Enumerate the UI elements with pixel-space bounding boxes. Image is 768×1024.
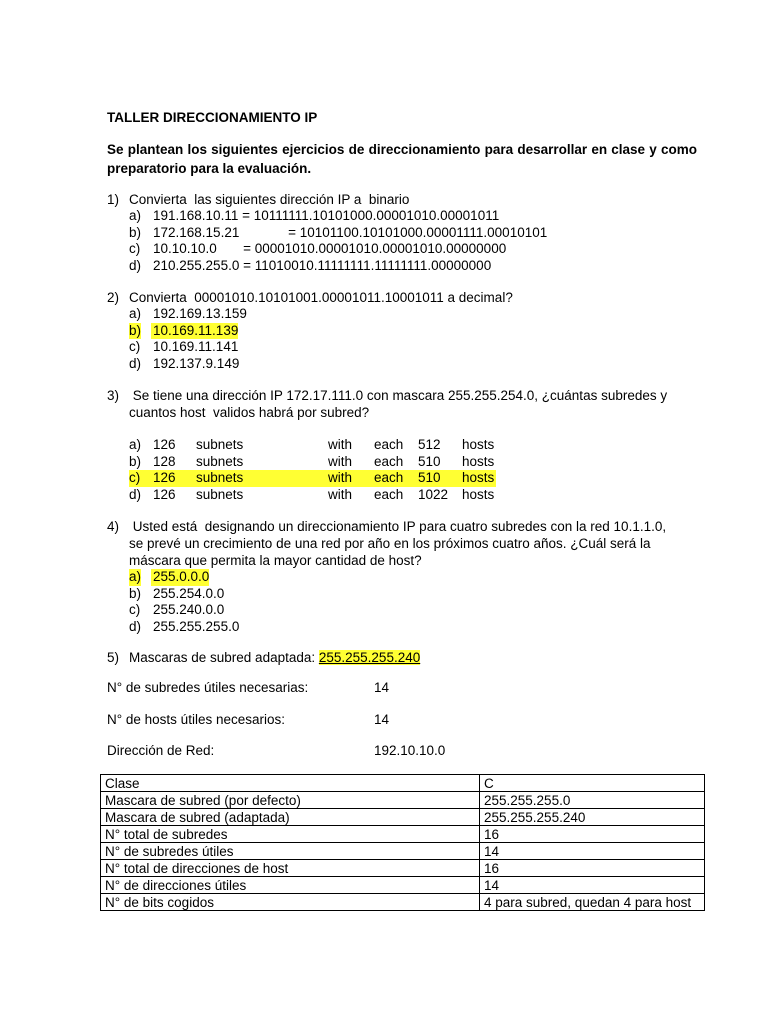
question-number: 2)	[107, 290, 120, 305]
table-row: N° total de subredes 16	[101, 826, 705, 843]
option-d: d) 126 subnets with each 1022 hosts	[129, 486, 495, 502]
table-row: N° de bits cogidos 4 para subred, quedan 4 para host	[101, 894, 705, 911]
question-text-line-1: Usted está designando un direccionamiento IP para cuatro subredes con la red 10.1.1.0,	[129, 519, 667, 534]
table-row: Mascara de subred (adaptada) 255.255.255.240	[101, 809, 705, 826]
question-number: 1)	[107, 192, 120, 207]
question-number: 3)	[107, 388, 120, 403]
table-row: N° de direcciones útiles 14	[101, 877, 705, 894]
subnet-mask-answer: 255.255.255.240	[318, 650, 421, 665]
question-text-line-2: cuantos host validos habrá por subred?	[129, 405, 370, 420]
question-number: 5)	[107, 650, 120, 665]
option-b: b) 128 subnets with each 510 hosts	[129, 453, 495, 469]
table-row: N° total de direcciones de host 16	[101, 860, 705, 877]
table-row: N° de subredes útiles 14	[101, 843, 705, 860]
question-text-line-3: máscara que permita la mayor cantidad de host?	[129, 553, 422, 568]
question-text: Convierta las siguientes dirección IP a binario	[129, 192, 410, 207]
subnet-summary-table	[100, 774, 705, 911]
document-title: TALLER DIRECCIONAMIENTO IP	[107, 110, 318, 125]
table-row: Mascara de subred (por defecto) 255.255.255.0	[101, 792, 705, 809]
option-a: a) 126 subnets with each 512 hosts	[129, 437, 495, 452]
intro-paragraph: Se plantean los siguientes ejercicios de direccionamiento para desarrollar en clase y como preparatorio para la evaluación.	[107, 142, 697, 176]
question-text-line-2: se prevé un crecimiento de una red por año en los próximos cuatro años. ¿Cuál será la	[129, 536, 651, 551]
question-text: Mascaras de subred adaptada: 255.255.255.240	[129, 650, 421, 665]
table-row: Clase C	[101, 775, 705, 792]
question-3-options	[129, 437, 496, 503]
question-text: Convierta 00001010.10101001.00001011.10001011 a decimal?	[129, 290, 513, 305]
document-page: TALLER DIRECCIONAMIENTO IP Se plantean los siguientes ejercicios de direccionamiento para desarrollar en clase y como preparatorio para la evaluación. 1) Convierta las siguientes dirección IP a binario a) 191.168.10.11 = 10111111.10101000.00001010.00001011 b) 172.168.15.21 = 10101100.10101000.00001111.00010101 c) 10.10.10.0 = 00001010.00001010.00001010.00000000 d) 210.255.255.0 = 11010010.11111111.11111111.00000000 2) Convierta 00001010.10101001.00001011.10001011 a decimal? a) 192.169.13.159 b) 10.169.11.139 c) 10.169.11.141 d) 192.137.9.149 3) Se tiene una dirección IP 172.17.111.0 con mascara 255.255.254.0, ¿cuántas subredes y cuantos host validos habrá por subred? a) 126 subnets with each 512 hosts b) 128 subnets with each 510 hosts c) 126 subnets with each 510 hosts d) 126 subnets with each 1022 hosts 4) Usted está designando un direccionamiento IP para cuatro subredes con la red 10.1.1.0, se prevé un crecimiento de una red por año en los próximos cuatro años. ¿Cuál será la máscara que permita la mayor cantidad de host? a) 255.0.0.0 b) 255.254.0.0 c) 255.240.0.0 d) 255.255.255.0 5) Mascaras de subred adaptada: 255.255.255.240 N° de subredes útiles necesarias: 14 N° de hosts útiles necesarios: 14 Dirección de Red: 192.10.10.0 Clase C Mascara de subred (por defecto) 255.255.255.0 Mascara de subred (adaptada) 255.255.255.240 N° total de subredes 16 N° de subredes útiles 14 N° total de direcciones de host 16 N° de direcciones útiles 14 N° de bits cogidos 4 para subred, quedan 4 para host	[0, 0, 768, 1024]
question-number: 4)	[107, 519, 120, 534]
question-text-line-1: Se tiene una dirección IP 172.17.111.0 con mascara 255.255.254.0, ¿cuántas subredes y	[129, 388, 668, 403]
option-c-highlighted: c) 126 subnets with each 510 hosts	[129, 470, 495, 485]
